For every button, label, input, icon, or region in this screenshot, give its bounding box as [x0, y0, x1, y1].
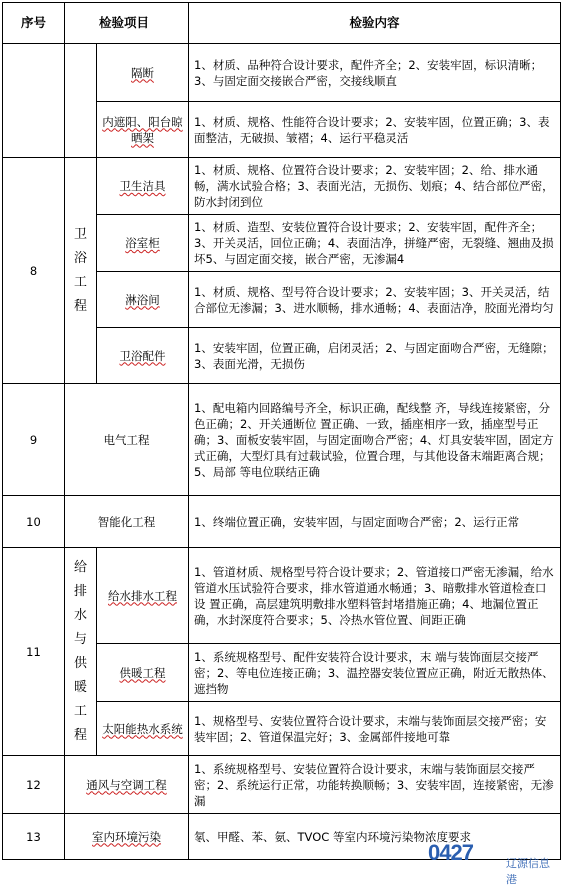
row-category: 室内环境污染 — [65, 814, 189, 860]
table-row — [3, 158, 561, 215]
row-sub-item: 浴室柜 — [97, 215, 189, 272]
row-content: 氡、甲醛、苯、氨、TVOC 等室内环境污染物浓度要求 — [189, 814, 561, 860]
row-content: 1、终端位置正确，安装牢固，与固定面吻合严密；2、运行正常 — [189, 496, 561, 548]
row-sub-item: 卫生洁具 — [97, 158, 189, 215]
row-content: 1、配电箱内回路编号齐全，标识正确，配线整 齐，导线连接紧密，分色正确；2、开关通断位 置正确、一致，插座相序一致，插座型号正确；3、面板安装牢固，与固定面吻合严密；4、灯具安装牢固，固定方式正确，大型灯具有过载试验，位置合理，与其他设备末端距离合规；5、局部 等电位联结正确 — [189, 384, 561, 496]
row-content: 1、系统规格型号、配件安装符合设计要求，末 端与装饰面层交接严密；2、等电位连接正确；3、温控器安装位置应正确，附近无散热体、遮挡物 — [189, 644, 561, 702]
watermark-text: 辽源信息港 — [506, 857, 550, 886]
table-row — [3, 756, 561, 814]
row-sub-item: 内遮阳、阳台晾晒架 — [97, 102, 189, 158]
header-content: 检验内容 — [189, 3, 561, 44]
row-sub-item: 给水排水工程 — [97, 548, 189, 644]
row-num: 9 — [3, 384, 65, 496]
row-content: 1、材质、规格、位置符合设计要求；2、安装牢固；2、给、排水通畅，满水试验合格；3、表面光洁，无损伤、划痕；4、结合部位严密，防水封闭到位 — [189, 158, 561, 215]
row-content: 1、安装牢固，位置正确，启闭灵活；2、与固定面吻合严密，无缝隙；3、表面光滑，无损伤 — [189, 328, 561, 384]
table-row — [3, 548, 561, 644]
row-category: 通风与空调工程 — [65, 756, 189, 814]
row-content: 1、材质、规格、性能符合设计要求；2、安装牢固，位置正确；3、表面整洁，无破损、皱褶；4、运行平稳灵活 — [189, 102, 561, 158]
row-sub-item: 隔断 — [97, 44, 189, 102]
row-sub-item: 供暖工程 — [97, 644, 189, 702]
row-content: 1、材质、规格、型号符合设计要求；2、安装牢固；3、开关灵活，结合部位无渗漏；3、进水顺畅，排水通畅；4、表面洁净，胶面光滑均匀 — [189, 272, 561, 328]
inspection-table — [2, 2, 561, 860]
row-num: 11 — [3, 548, 65, 756]
watermark — [428, 840, 558, 886]
table-header-row — [3, 3, 561, 44]
header-num: 序号 — [3, 3, 65, 44]
row-cat-cell — [65, 44, 97, 158]
row-category: 电气工程 — [65, 384, 189, 496]
row-sub-item: 太阳能热水系统 — [97, 702, 189, 756]
row-num: 12 — [3, 756, 65, 814]
row-content: 1、管道材质、规格型号符合设计要求；2、管道接口严密无渗漏，给水管道水压试验符合要求，排水管道通水畅通；3、暗敷排水管道检查口设 置正确，高层建筑明敷排水塑料管封堵措施正确；4、地漏位置正确，水封深度符合要求；5、冷热水管位置、间距正确 — [189, 548, 561, 644]
row-category: 卫浴工程 — [65, 158, 97, 384]
row-num-cell — [3, 44, 65, 158]
header-item: 检验项目 — [65, 3, 189, 44]
row-num: 8 — [3, 158, 65, 384]
table-row — [3, 44, 561, 102]
watermark-logo: 0427 — [428, 840, 473, 865]
row-num: 10 — [3, 496, 65, 548]
row-content: 1、规格型号、安装位置符合设计要求，末端与装饰面层交接严密；安装牢固；2、管道保温完好；3、金属部件接地可靠 — [189, 702, 561, 756]
table-row — [3, 496, 561, 548]
row-sub-item: 卫浴配件 — [97, 328, 189, 384]
table-row — [3, 384, 561, 496]
row-category: 给排水与供暖工程 — [65, 548, 97, 756]
row-content: 1、材质、品种符合设计要求，配件齐全；2、安装牢固，标识清晰；3、与固定面交接嵌合严密，交接线顺直 — [189, 44, 561, 102]
row-content: 1、材质、造型、安装位置符合设计要求；2、安装牢固，配件齐全；3、开关灵活，回位正确；4、表面洁净，拼缝严密，无裂缝、翘曲及损坏5、与固定面交接，嵌合严密，无渗漏4 — [189, 215, 561, 272]
row-category: 智能化工程 — [65, 496, 189, 548]
row-num: 13 — [3, 814, 65, 860]
row-sub-item: 淋浴间 — [97, 272, 189, 328]
row-content: 1、系统规格型号、安装位置符合设计要求，末端与装饰面层交接严密；2、系统运行正常，功能转换顺畅；3、安装牢固，连接紧密，无渗漏 — [189, 756, 561, 814]
